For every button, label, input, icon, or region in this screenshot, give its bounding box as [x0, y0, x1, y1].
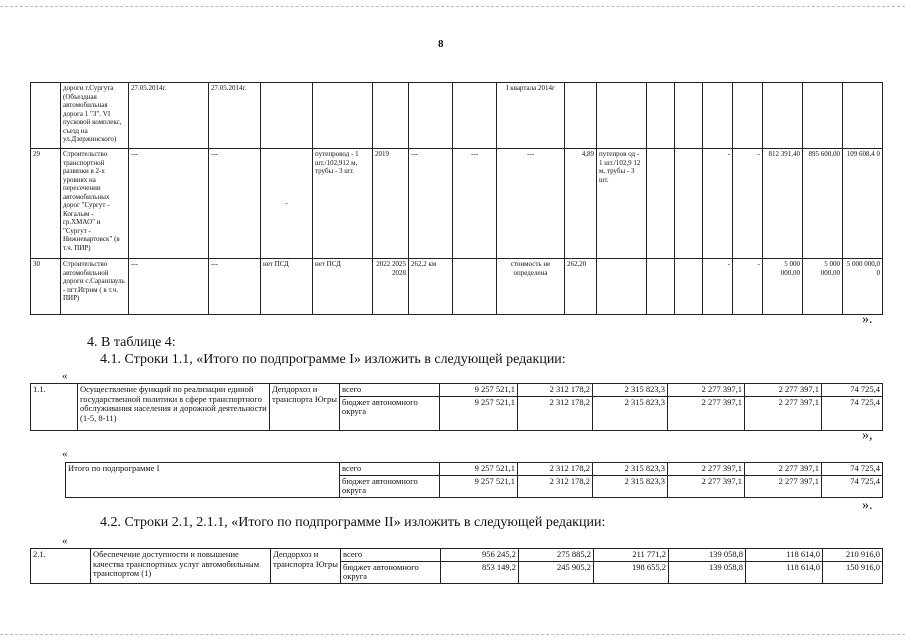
table-row: Итого по подпрограмме I всего 9 257 521,1 2 312 178,2 2 315 823,3 2 277 397,1 2 277 397,1 74 725,4: [66, 463, 883, 476]
table-row: бюджет автономного округа 853 149,2 245 905,2 198 655,2 139 058,8 118 614,0 150 916,0: [31, 561, 883, 583]
closing-quote: ».: [862, 498, 873, 513]
scan-top-edge: [0, 6, 905, 7]
closing-quote: »,: [862, 428, 873, 443]
itogo-subprogram-1-table: [65, 462, 883, 498]
scan-bottom-edge: [0, 634, 905, 635]
table-row: 2.1. Обеспечение доступности и повышение качества транспортных услуг автомобильным транспортом (1) Депдорхоз и транспорта Югры всего 956 245,2 275 885,2 211 771,2 139 058,8 118 614,0 210 916,0: [31, 549, 883, 562]
closing-quote: ».: [862, 312, 873, 327]
section-heading: 4. В таблице 4:: [87, 335, 176, 350]
table-row: бюджет автономного округа 9 257 521,1 2 312 178,2 2 315 823,3 2 277 397,1 2 277 397,1 74 725,4: [66, 475, 883, 497]
table-row: 30 Строительство автомобильной дороги с.Саранпауль - пгт.Игрим ( в т.ч. ПИР) --- --- нет ПСД нет ПСД 2022 2025 2028 262,2 км стоимость не определена 262,20 - - 5 000 000,00 5 000 000,00 5 000 000,0 0: [31, 259, 883, 315]
subsection-heading: 4.1. Строки 1.1, «Итого по подпрограмме I» изложить в следующей редакции:: [100, 352, 566, 367]
opening-quote: «: [62, 370, 68, 382]
table-row: бюджет автономного округа 9 257 521,1 2 312 178,2 2 315 823,3 2 277 397,1 2 277 397,1 74 725,4: [31, 396, 883, 430]
row-2-1-table: [30, 548, 883, 584]
road-name-cell: дороги г.Сургута (Объездная автомобильная дорога 1 "З". VI пусковой комплекс, съезд на ул.Дзержинского): [61, 83, 129, 149]
table-row: 1.1. Осуществление функций по реализации единой государственной политики в сфере транспортного обслуживания населения и дорожной деятельности (1-5, 8-11) Депдорхоз и транспорта Югры всего 9 257 521,1 2 312 178,2 2 315 823,3 2 277 397,1 2 277 397,1 74 725,4: [31, 384, 883, 397]
page-number: 8: [438, 38, 444, 50]
subsection-heading: 4.2. Строки 2.1, 2.1.1, «Итого по подпрограмме II» изложить в следующей редакции:: [100, 515, 606, 530]
construction-objects-table: [30, 82, 883, 315]
table-row: 29 Строительство транспортной развязки в 2-х уровнях на пересечении автомобильных дорог "Сургут - Когалым - гр.ХМАО" и "Сургут - Нижневартовск" (в т.ч. ПИР) --- --- - путепровод - 1 шт./102,912 м, трубы - 3 шт. 2019 --- --- --- 4,89 путепров од - 1 шт./102,9 12 м, трубы - 3 шт. - - 812 391,40 895 600,00 109 608,4 0: [31, 149, 883, 259]
opening-quote: «: [62, 448, 68, 460]
row-1-1-table: [30, 383, 883, 431]
table-row: дороги г.Сургута (Объездная автомобильная дорога 1 "З". VI пусковой комплекс, съезд на ул.Дзержинского) 27.05.2014г. 27.05.2014г. I квартала 2014г: [31, 83, 883, 149]
opening-quote: «: [62, 535, 68, 547]
